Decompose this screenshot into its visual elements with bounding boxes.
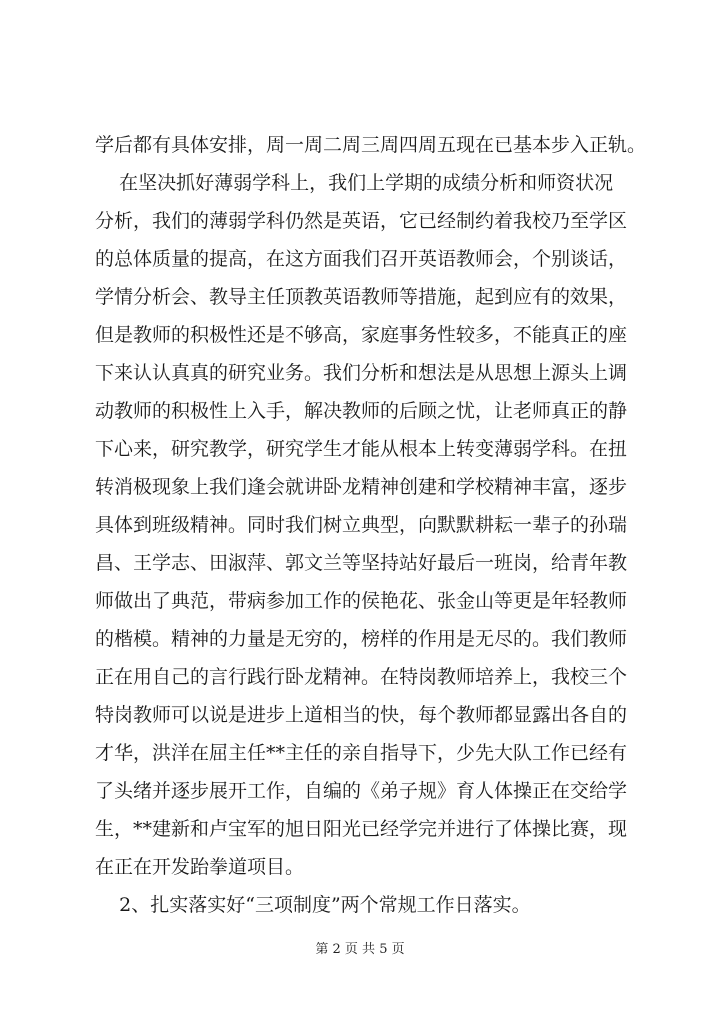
text-line: 下心来，研究教学，研究学生才能从根本上转变薄弱学科。在扭 — [95, 438, 628, 460]
text-line: 特岗教师可以说是进步上道相当的快，每个教师都显露出各自的 — [95, 704, 628, 726]
text-line: 但是教师的积极性还是不够高，家庭事务性较多，不能真正的座 — [95, 324, 628, 346]
text-line: 学后都有具体安排，周一周二周三周四周五现在已基本步入正轨。 — [95, 134, 647, 156]
text-line: 在坚决抓好薄弱学科上，我们上学期的成绩分析和师资状况 — [95, 172, 614, 194]
text-line: 昌、王学志、田淑萍、郭文兰等坚持站好最后一班岗，给青年教 — [95, 552, 628, 574]
text-line: 在正在开发跆拳道项目。 — [95, 856, 305, 878]
text-line: 师做出了典范，带病参加工作的侯艳花、张金山等更是年轻教师 — [95, 590, 628, 612]
text-line: 分析，我们的薄弱学科仍然是英语，它已经制约着我校乃至学区 — [95, 210, 628, 232]
text-line: 下来认认真真的研究业务。我们分析和想法是从思想上源头上调 — [95, 362, 628, 384]
text-line: 的总体质量的提高，在这方面我们召开英语教师会，个别谈话， — [95, 248, 628, 270]
text-line: 具体到班级精神。同时我们树立典型，向默默耕耘一辈子的孙瑞 — [95, 514, 628, 536]
page-footer: 第 2 页 共 5 页 — [315, 942, 405, 957]
text-line: 学情分析会、教导主任顶教英语教师等措施，起到应有的效果， — [95, 286, 628, 308]
text-line: 的楷模。精神的力量是无穷的，榜样的作用是无尽的。我们教师 — [95, 628, 628, 650]
text-line: 转消极现象上我们逢会就讲卧龙精神创建和学校精神丰富，逐步 — [95, 476, 628, 498]
text-line: 生，**建新和卢宝军的旭日阳光已经学完并进行了体操比赛，现 — [95, 818, 628, 840]
text-line: 动教师的积极性上入手，解决教师的后顾之忧，让老师真正的静 — [95, 400, 628, 422]
text-line: 了头绪并逐步展开工作，自编的《弟子规》育人体操正在交给学 — [95, 780, 628, 802]
body-text — [95, 126, 647, 924]
section-heading: 2、扎实落实好“三项制度”两个常规工作日落实。 — [95, 894, 531, 916]
text-line: 正在用自己的言行践行卧龙精神。在特岗教师培养上，我校三个 — [95, 666, 628, 688]
text-line: 才华，洪洋在屈主任**主任的亲自指导下，少先大队工作已经有 — [95, 742, 628, 764]
